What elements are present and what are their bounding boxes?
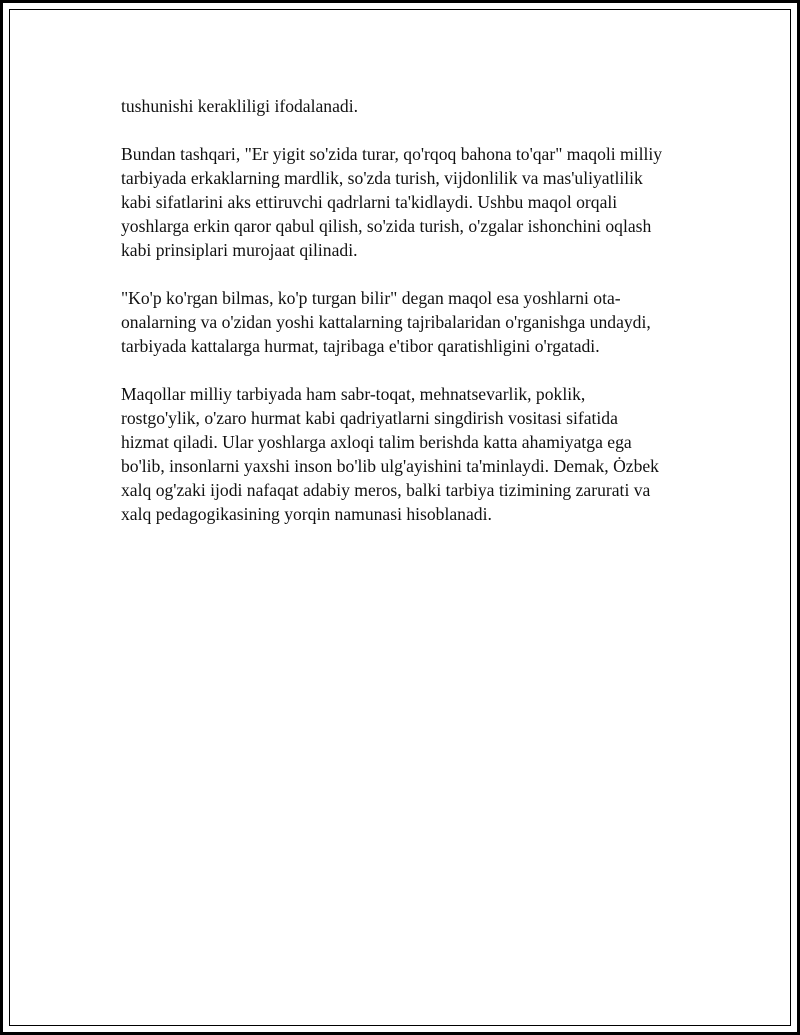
paragraph-1 [121,94,696,118]
text-line: xalq og'zaki ijodi nafaqat adabiy meros, balki tarbiya tizimining zarurati va [121,480,651,500]
text-line: Maqollar milliy tarbiyada ham sabr-toqat, mehnatsevarlik, poklik, [121,384,586,404]
text-line: "Ko'p ko'rgan bilmas, ko'p turgan bilir" degan maqol esa yoshlarni ota- [121,288,621,308]
paragraph-4 [121,382,696,526]
document-body [121,94,696,526]
text-line: kabi sifatlarini aks ettiruvchi qadrlarni ta'kidlaydi. Ushbu maqol orqali [121,192,618,212]
text-line: rostgo'ylik, o'zaro hurmat kabi qadriyatlarni singdirish vositasi sifatida [121,408,618,428]
text-line: tarbiyada kattalarga hurmat, tajribaga e'tibor qaratishligini o'rgatadi. [121,336,600,356]
text-line: tarbiyada erkaklarning mardlik, so'zda turish, vijdonlilik va mas'uliyatlilik [121,168,643,188]
text-line: hizmat qiladi. Ular yoshlarga axloqi talim berishda katta ahamiyatga ega [121,432,632,452]
text-line: tushunishi kerakliligi ifodalanadi. [121,96,358,116]
paragraph-2 [121,142,696,262]
text-line: onalarning va o'zidan yoshi kattalarning tajribalaridan o'rganishga undaydi, [121,312,651,332]
text-line: xalq pedagogikasining yorqin namunasi hisoblanadi. [121,504,492,524]
paragraph-3 [121,286,696,358]
text-line: yoshlarga erkin qaror qabul qilish, so'zida turish, o'zgalar ishonchini oqlash [121,216,652,236]
text-line: kabi prinsiplari murojaat qilinadi. [121,240,358,260]
text-line: Bundan tashqari, "Er yigit so'zida turar, qo'rqoq bahona to'qar" maqoli milliy [121,144,663,164]
text-line: bo'lib, insonlarni yaxshi inson bo'lib ulg'ayishini ta'minlaydi. Demak, Ȯzbek [121,456,659,476]
